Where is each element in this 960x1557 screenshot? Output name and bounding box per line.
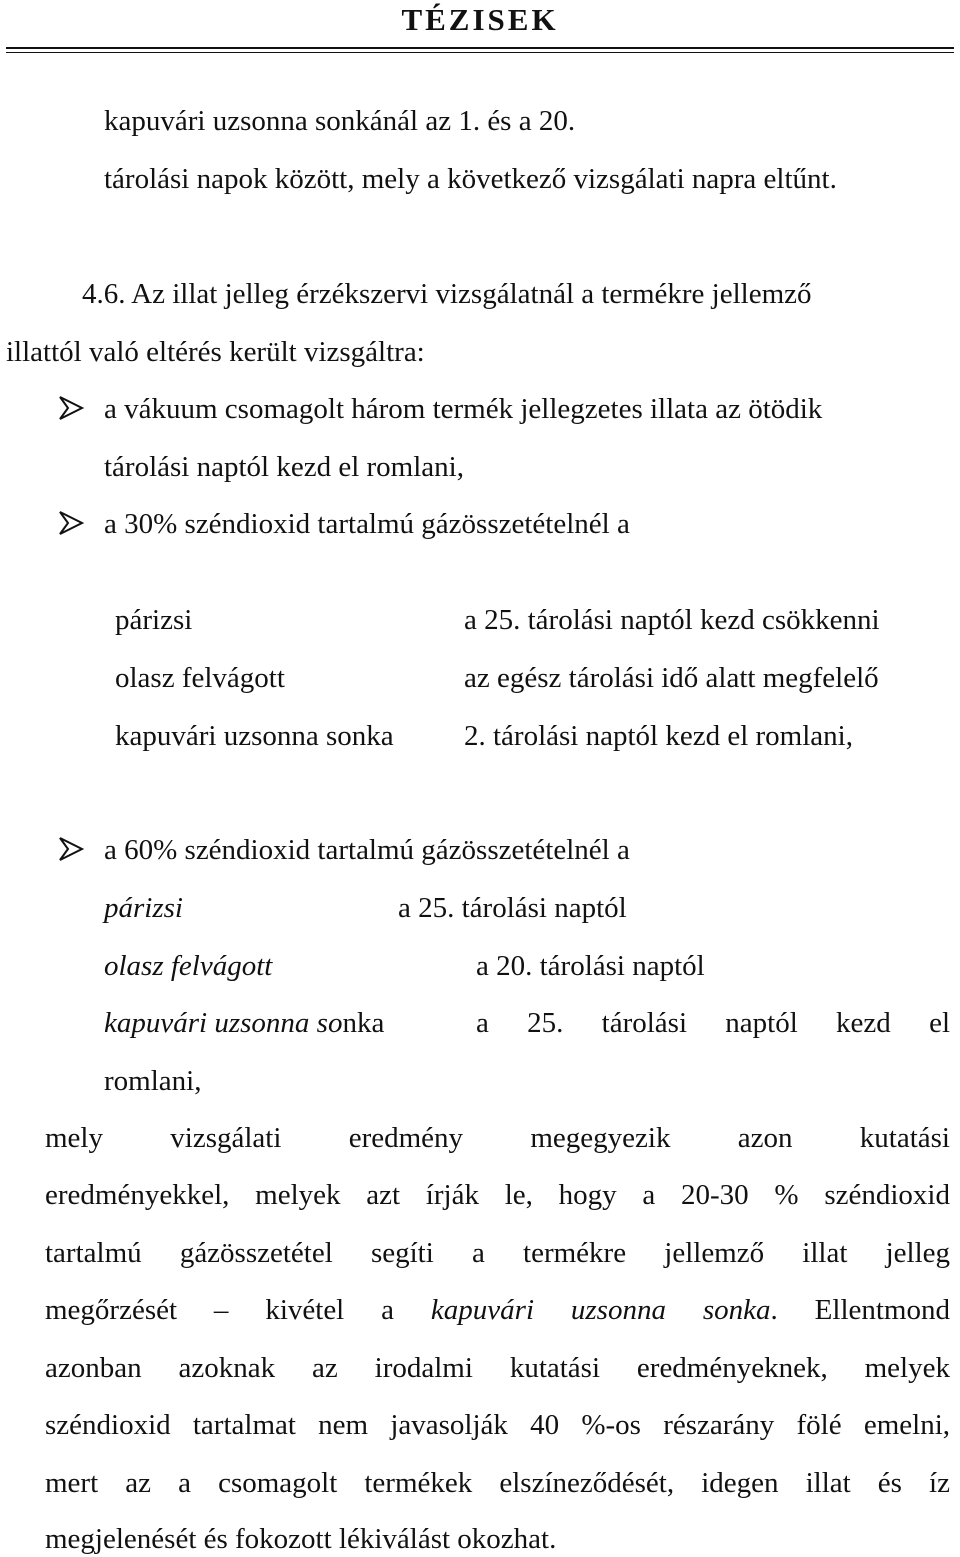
header-rule-thick: [6, 47, 954, 49]
arrow-bullet-icon: [56, 508, 86, 538]
paragraph-line: széndioxid tartalmat nem javasolják 40 %-os részarány fölé emelni,: [45, 1409, 950, 1441]
table-cell-result: 2. tárolási naptól kezd el romlani,: [464, 720, 853, 752]
text-run: . Ellentmond: [770, 1294, 950, 1326]
table-cell-product: olasz felvágott: [115, 662, 285, 694]
table-cell-result: a 20. tárolási naptól: [476, 950, 705, 982]
text-line: kapuvári uzsonna sonkánál az 1. és a 20.: [104, 105, 576, 137]
table-cell-result: a 25. tárolási naptól kezd el: [476, 1007, 950, 1039]
text-line: tárolási napok között, mely a következő vizsgálati napra eltűnt.: [104, 163, 837, 195]
header-rule-thin: [6, 52, 954, 53]
paragraph-line: mert az a csomagolt termékek elszíneződését, idegen illat és íz: [45, 1467, 950, 1499]
bullet-item: a vákuum csomagolt három termék jellegzetes illata az ötödik: [104, 393, 823, 425]
paragraph-line: eredményekkel, melyek azt írják le, hogy a 20-30 % széndioxid: [45, 1179, 950, 1211]
paragraph-line: azonban azoknak az irodalmi kutatási eredményeknek, melyek: [45, 1352, 950, 1384]
paragraph-line: tartalmú gázösszetétel segíti a termékre jellemző illat jelleg: [45, 1237, 950, 1269]
paragraph-line: [45, 1292, 950, 1328]
text-line: illattól való eltérés került vizsgáltra:: [6, 336, 425, 368]
paragraph-line-last: megjelenését és fokozott lékiválást okozhat.: [45, 1523, 557, 1555]
paragraph-line: mely vizsgálati eredmény megegyezik azon kutatási: [45, 1122, 950, 1154]
bullet-item: a 30% széndioxid tartalmú gázösszetételnél a: [104, 508, 630, 540]
bullet-item-cont: tárolási naptól kezd el romlani,: [104, 451, 464, 483]
page-title: TÉZISEK: [401, 2, 559, 37]
table-cell-product: párizsi: [104, 892, 183, 924]
table-cell-product: kapuvári uzsonna sonka: [115, 720, 394, 752]
section-heading: 4.6. Az illat jelleg érzékszervi vizsgálatnál a termékre jellemző: [82, 278, 812, 310]
table-cell-result: a 25. tárolási naptól: [398, 892, 627, 924]
product-italic: kapuvári uzsonna so: [104, 1007, 343, 1039]
table-cell-product: [104, 1005, 384, 1041]
bullet-item: a 60% széndioxid tartalmú gázösszetételnél a: [104, 834, 630, 866]
table-cell-product: olasz felvágott: [104, 950, 273, 982]
product-rest: nka: [342, 1007, 385, 1039]
table-cell-product: párizsi: [115, 604, 193, 636]
product-name-italic: kapuvári uzsonna sonka: [430, 1294, 771, 1326]
arrow-bullet-icon: [56, 834, 86, 864]
arrow-bullet-icon: [56, 393, 86, 423]
table-cell-result: a 25. tárolási naptól kezd csökkenni: [464, 604, 880, 636]
table-cell-result-cont: romlani,: [104, 1065, 202, 1097]
table-cell-result: az egész tárolási idő alatt megfelelő: [464, 662, 879, 694]
text-run: megőrzését – kivétel a: [45, 1294, 395, 1326]
